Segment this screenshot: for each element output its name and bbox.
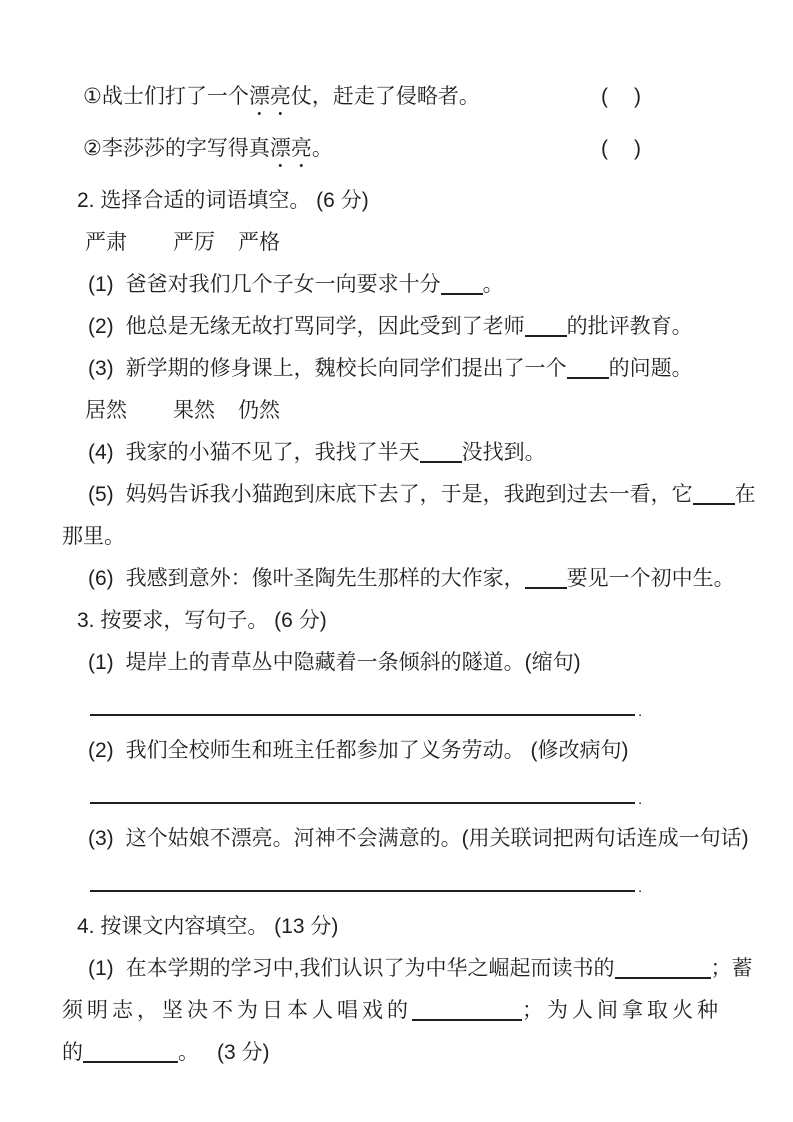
writing-line xyxy=(90,801,635,804)
fill-in-blank xyxy=(420,456,462,463)
item-text-pre: 爸爸对我们几个子女一向要求十分 xyxy=(125,273,441,296)
q2-item-5-continuation: 那里。 xyxy=(62,525,125,548)
q1-item-1-answer-parentheses xyxy=(601,84,641,110)
item-number: (3) xyxy=(88,827,114,850)
item-text: 这个姑娘不漂亮。河神不会满意的。(用关联词把两句话连成一句话) xyxy=(125,827,749,850)
item-text-post: 在 xyxy=(734,483,756,506)
q4-heading: 4. 按课文内容填空。 (13 分) xyxy=(77,915,339,938)
q2-word-bank-2 xyxy=(85,398,753,424)
item-text-pre: 他总是无缘无故打骂同学，因此受到了老师 xyxy=(125,315,525,338)
item-text-post: 没找到。 xyxy=(461,441,546,464)
q4-item-1-line-2 xyxy=(62,998,753,1024)
item-text-post: ；蓄 xyxy=(710,957,753,980)
q3-heading: 3. 按要求，写句子。 (6 分) xyxy=(77,609,327,632)
fill-in-blank xyxy=(412,1014,522,1021)
item-text: 我们全校师生和班主任都参加了义务劳动。 (修改病句) xyxy=(125,739,629,762)
q3-item-1 xyxy=(88,650,753,676)
q1-item-2-answer-parentheses xyxy=(601,136,641,162)
line-end-mark: . xyxy=(638,791,643,808)
fill-in-blank xyxy=(567,372,609,379)
item-number: (2) xyxy=(88,315,114,338)
item-number: (5) xyxy=(88,483,114,506)
item-text-post: 的批评教育。 xyxy=(566,315,693,338)
q1-item-1-sentence xyxy=(83,84,480,120)
item-text-pre: 我家的小猫不见了，我找了半天 xyxy=(125,441,420,464)
q1-item-1-emphasized-word: 漂亮 xyxy=(248,85,291,108)
q3-item-1-answer-line xyxy=(90,703,753,720)
fill-in-blank xyxy=(615,972,711,979)
q2-heading: 2. 选择合适的词语填空。 (6 分) xyxy=(77,189,369,212)
item-text-post: 要见一个初中生。 xyxy=(566,567,735,590)
q1-item-2 xyxy=(83,136,753,172)
item-text: 堤岸上的青草丛中隐藏着一条倾斜的隧道。(缩句) xyxy=(125,651,581,674)
item-text-pre: 新学期的修身课上，魏校长向同学们提出了一个 xyxy=(125,357,567,380)
q1-item-2-text-pre: ②李莎莎的字写得真 xyxy=(83,137,270,160)
q3-item-3 xyxy=(88,826,753,852)
line-end-mark: . xyxy=(638,703,643,720)
item-text-pre: 在本学期的学习中,我们认识了为中华之崛起而读书的 xyxy=(125,957,615,980)
q2-item-5 xyxy=(88,482,756,508)
q2-item-6 xyxy=(88,566,753,592)
paren-open: ( xyxy=(601,137,608,160)
line-end-mark: . xyxy=(638,879,643,896)
q4-item-1-line-3 xyxy=(62,1040,753,1066)
paren-close: ) xyxy=(634,137,641,160)
writing-line xyxy=(90,713,635,716)
item-number: (6) xyxy=(88,567,114,590)
item-number: (3) xyxy=(88,357,114,380)
q1-item-1 xyxy=(83,84,753,120)
item-text-post: 的问题。 xyxy=(608,357,693,380)
q3-item-3-answer-line xyxy=(90,879,753,896)
word-bank-word: 仍然 xyxy=(238,399,280,422)
word-bank-word: 严格 xyxy=(238,231,280,254)
q2-item-2 xyxy=(88,314,753,340)
q2-item-1 xyxy=(88,272,753,298)
q3-item-2-answer-line xyxy=(90,791,753,808)
item-number: (1) xyxy=(88,957,114,980)
item-text-post: 。 xyxy=(482,273,504,296)
q2-item-3 xyxy=(88,356,753,382)
q2-item-4 xyxy=(88,440,753,466)
paren-open: ( xyxy=(601,85,608,108)
item-number: (4) xyxy=(88,441,114,464)
q2-word-bank-1 xyxy=(85,230,753,256)
q1-item-1-text-post: 仗，赶走了侵略者。 xyxy=(290,85,480,108)
item-text-pre: 须明志，坚决不为日本人唱戏的 xyxy=(62,999,412,1022)
item-text-post: 。 xyxy=(178,1041,199,1064)
q1-item-2-text-post: 。 xyxy=(311,137,333,160)
item-number: (1) xyxy=(88,651,114,674)
q1-item-2-emphasized-word: 漂亮 xyxy=(269,137,312,160)
word-bank-word: 果然 xyxy=(173,399,215,422)
word-bank-word: 严厉 xyxy=(173,231,215,254)
q1-item-2-sentence xyxy=(83,136,333,172)
fill-in-blank xyxy=(525,330,567,337)
q1-item-1-text-pre: ①战士们打了一个 xyxy=(83,85,249,108)
q4-item-1-line-1 xyxy=(88,956,753,982)
item-number: (1) xyxy=(88,273,114,296)
item-score: (3 分) xyxy=(217,1041,270,1064)
item-number: (2) xyxy=(88,739,114,762)
word-bank-word: 居然 xyxy=(85,399,127,422)
fill-in-blank xyxy=(693,498,735,505)
q3-item-2 xyxy=(88,738,753,764)
item-text-pre: 妈妈告诉我小猫跑到床底下去了，于是，我跑到过去一看，它 xyxy=(125,483,693,506)
word-bank-word: 严肃 xyxy=(85,231,127,254)
fill-in-blank xyxy=(441,288,483,295)
item-text-pre: 我感到意外：像叶圣陶先生那样的大作家， xyxy=(125,567,525,590)
item-text-pre: 的 xyxy=(62,1041,83,1064)
fill-in-blank xyxy=(83,1056,178,1063)
item-text-post: ；为人间拿取火种 xyxy=(522,999,722,1022)
writing-line xyxy=(90,889,635,892)
fill-in-blank xyxy=(525,582,567,589)
paren-close: ) xyxy=(634,85,641,108)
